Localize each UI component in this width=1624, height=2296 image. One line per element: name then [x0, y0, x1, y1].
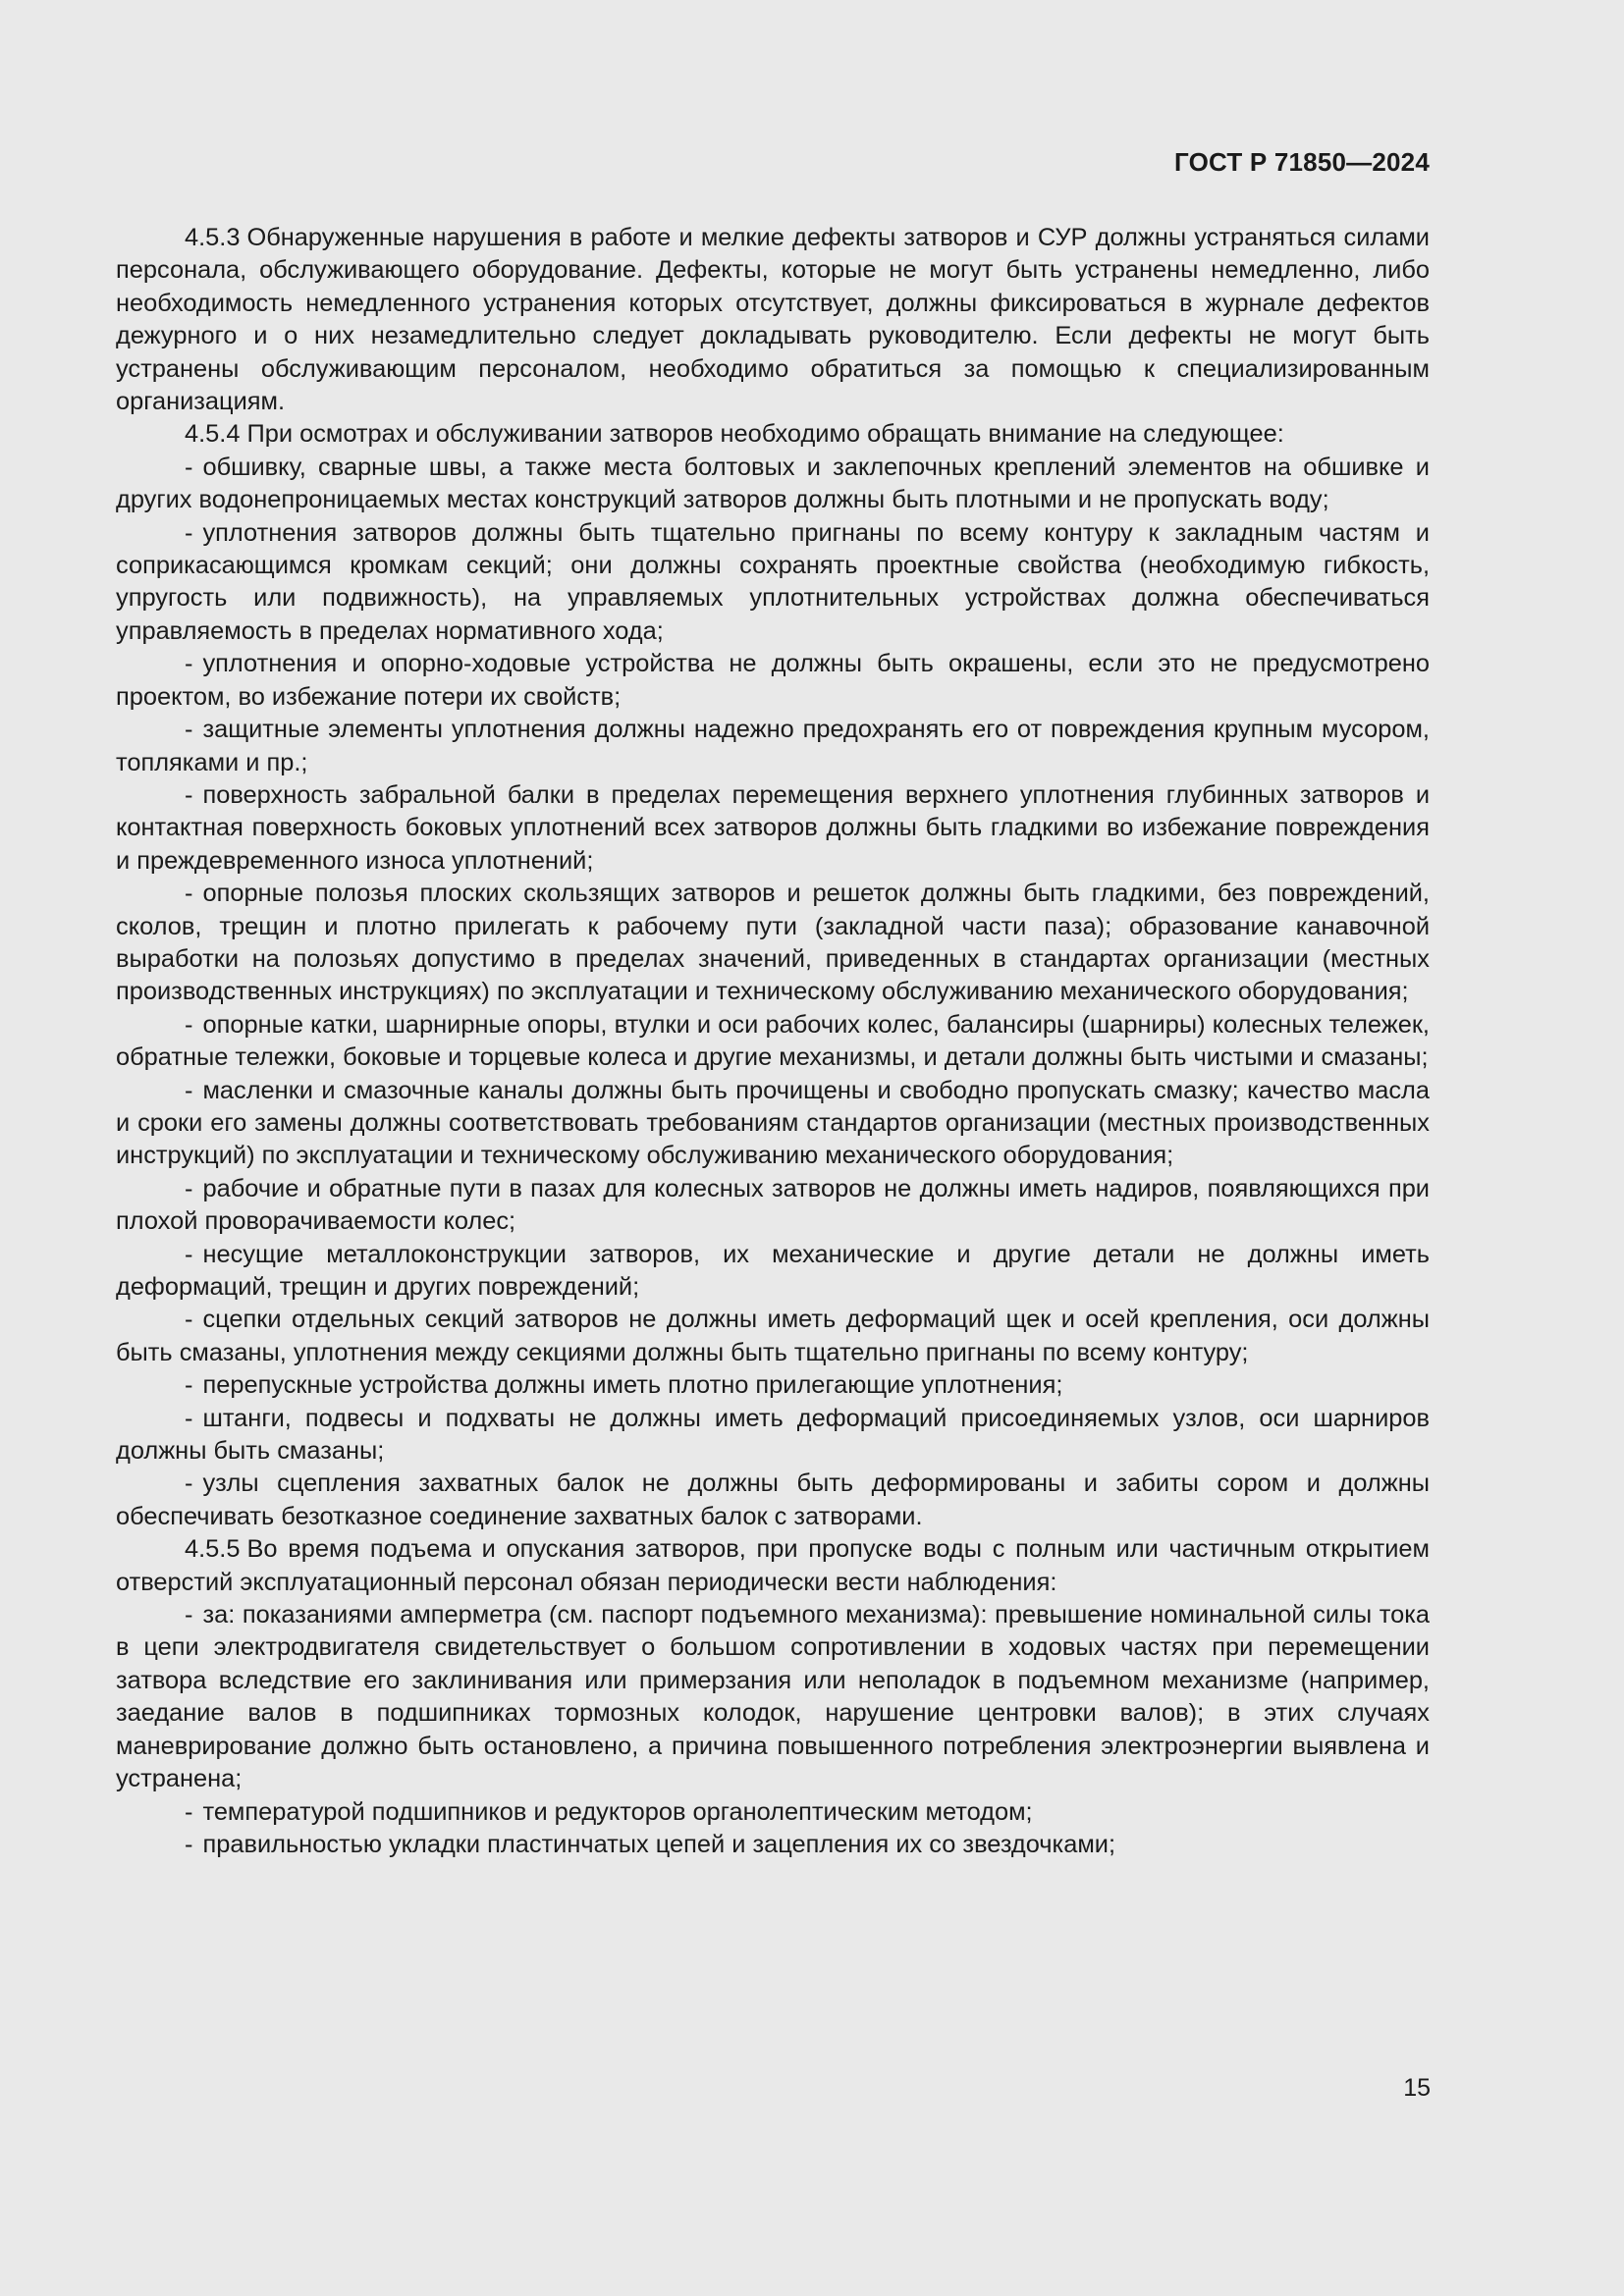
list-item — [116, 452, 1430, 517]
list-dash: - — [185, 716, 193, 744]
paragraph-text: Обнаруженные нарушения в работе и мелкие дефекты затворов и СУР должны устраняться силами персонала, обслуживающего оборудование. Дефекты, которые не могут быть устранены немедленно, либо необходимость немедленного устранения которых отсутствует, должны фиксироваться в журнале дефектов дежурного и о них незамедлительно следует докладывать руководителю. Если дефекты не могут быть устранены обслуживающим персоналом, необходимо обратиться за помощью к специализированным организациям. — [116, 224, 1430, 416]
list-item-text: масленки и смазочные каналы должны быть прочищены и свободно пропускать смазку; качество масла и сроки его замены должны соответствовать требованиям стандартов организации (местных производственных инструкций) по эксплуатации и техническому обслуживанию механического оборудования; — [116, 1076, 1430, 1170]
list-item — [116, 1829, 1430, 1861]
list-dash: - — [185, 1076, 193, 1104]
list-dash: - — [185, 1306, 193, 1334]
list-item — [116, 1796, 1430, 1829]
list-item — [116, 1239, 1430, 1305]
list-item — [116, 1403, 1430, 1468]
page-number: 15 — [1403, 2074, 1431, 2102]
list-item-text: сцепки отдельных секций затворов не должны иметь деформаций щек и осей крепления, оси должны быть смазаны, уплотнения между секциями должны быть тщательно пригнаны по всему контуру; — [116, 1306, 1430, 1366]
list-item — [116, 1173, 1430, 1239]
list-item-text: уплотнения и опорно-ходовые устройства не должны быть окрашены, если это не предусмотрено проектом, во избежание потери их свойств; — [116, 650, 1430, 711]
list-dash: - — [185, 1601, 193, 1629]
list-item — [116, 878, 1430, 1009]
list-item — [116, 517, 1430, 649]
list-dash: - — [185, 1469, 193, 1498]
list-item-text: опорные катки, шарнирные опоры, втулки и оси рабочих колес, балансиры (шарниры) колесных тележек, обратные тележки, боковые и торцевые колеса и другие механизмы, и детали должны быть чистыми и смазаны; — [116, 1010, 1430, 1072]
paragraph-text: Во время подъема и опускания затворов, при пропуске воды с полным или частичным открытием отверстий эксплуатационный персонал обязан периодически вести наблюдения: — [116, 1535, 1430, 1596]
list-dash: - — [185, 1240, 193, 1268]
list-item-text: правильностью укладки пластинчатых цепей и зацепления их со звездочками; — [202, 1830, 1116, 1858]
list-item — [116, 648, 1430, 714]
list-dash: - — [185, 453, 193, 481]
list-item — [116, 1304, 1430, 1369]
list-item-text: за: показаниями амперметра (см. паспорт подъемного механизма): превышение номинальной силы тока в цепи электродвигателя свидетельствует о большом сопротивлении в ходовых частях при перемещении затвора вследствие его заклинивания или примерзания или неполадок в подъемном механизме (например, заедание валов в подшипниках тормозных колодок, нарушение центровки валов); в этих случаях маневрирование должно быть остановлено, а причина повышенного потребления электроэнергии выявлена и устранена; — [116, 1601, 1430, 1793]
list-item — [116, 714, 1430, 779]
list-item — [116, 1599, 1430, 1795]
list-item-text: поверхность забральной балки в пределах перемещения верхнего уплотнения глубинных затворов и контактная поверхность боковых уплотнений всех затворов должны быть гладкими во избежание повреждения и преждевременного износа уплотнений; — [116, 780, 1430, 875]
clause-number: 4.5.3 — [185, 224, 241, 251]
list-dash: - — [185, 880, 193, 908]
list-item-text: опорные полозья плоских скользящих затворов и решеток должны быть гладкими, без повреждений, сколов, трещин и плотно прилегать к рабочему пути (закладной части паза); образование канавочной выработки на полозьях допустимо в пределах значений, приведенных в стандартах организации (местных производственных инструкциях) по эксплуатации и техническому обслуживанию механического оборудования; — [116, 880, 1430, 1006]
list-item-text: уплотнения затворов должны быть тщательно пригнаны по всему контуру к закладным частям и соприкасающимся кромкам секций; они должны сохранять проектные свойства (необходимую гибкость, упругость или подвижность), на управляемых уплотнительных устройствах должна обеспечиваться управляемость в пределах нормативного хода; — [116, 518, 1430, 645]
list-dash: - — [185, 780, 193, 809]
list-item-text: температурой подшипников и редукторов органолептическим методом; — [202, 1797, 1033, 1826]
document-header: ГОСТ Р 71850—2024 — [1174, 147, 1430, 177]
list-item-text: перепускные устройства должны иметь плотно прилегающие уплотнения; — [202, 1371, 1063, 1400]
clause-number: 4.5.5 — [185, 1535, 241, 1564]
paragraph-4-5-5 — [116, 1533, 1430, 1599]
clause-number: 4.5.4 — [185, 420, 241, 449]
list-item-text: обшивку, сварные швы, а также места болтовых и заклепочных креплений элементов на обшивке и других водонепроницаемых местах конструкций затворов должны быть плотными и не пропускать воду; — [116, 453, 1430, 514]
list-item-text: узлы сцепления захватных балок не должны быть деформированы и забиты сором и должны обеспечивать безотказное соединение захватных балок с затворами. — [116, 1469, 1430, 1530]
list-dash: - — [185, 1010, 193, 1039]
list-dash: - — [185, 650, 193, 678]
list-item — [116, 1468, 1430, 1533]
list-item — [116, 1369, 1430, 1402]
document-body — [116, 222, 1430, 1861]
list-dash: - — [185, 1174, 193, 1202]
paragraph-4-5-4 — [116, 418, 1430, 451]
list-item — [116, 779, 1430, 878]
list-dash: - — [185, 1371, 193, 1400]
list-dash: - — [185, 1797, 193, 1826]
list-item — [116, 1009, 1430, 1075]
list-dash: - — [185, 1830, 193, 1858]
list-dash: - — [185, 518, 193, 547]
paragraph-text: При осмотрах и обслуживании затворов необходимо обращать внимание на следующее: — [246, 420, 1284, 449]
list-item-text: штанги, подвесы и подхваты не должны иметь деформаций присоединяемых узлов, оси шарниров должны быть смазаны; — [116, 1404, 1430, 1466]
list-dash: - — [185, 1404, 193, 1432]
list-item-text: несущие металлоконструкции затворов, их механические и другие детали не должны иметь деформаций, трещин и других повреждений; — [116, 1240, 1430, 1301]
list-item-text: защитные элементы уплотнения должны надежно предохранять его от повреждения крупным мусором, топляками и пр.; — [116, 716, 1430, 776]
paragraph-4-5-3 — [116, 222, 1430, 418]
list-item — [116, 1075, 1430, 1173]
list-item-text: рабочие и обратные пути в пазах для колесных затворов не должны иметь надиров, появляющихся при плохой проворачиваемости колес; — [116, 1174, 1430, 1236]
